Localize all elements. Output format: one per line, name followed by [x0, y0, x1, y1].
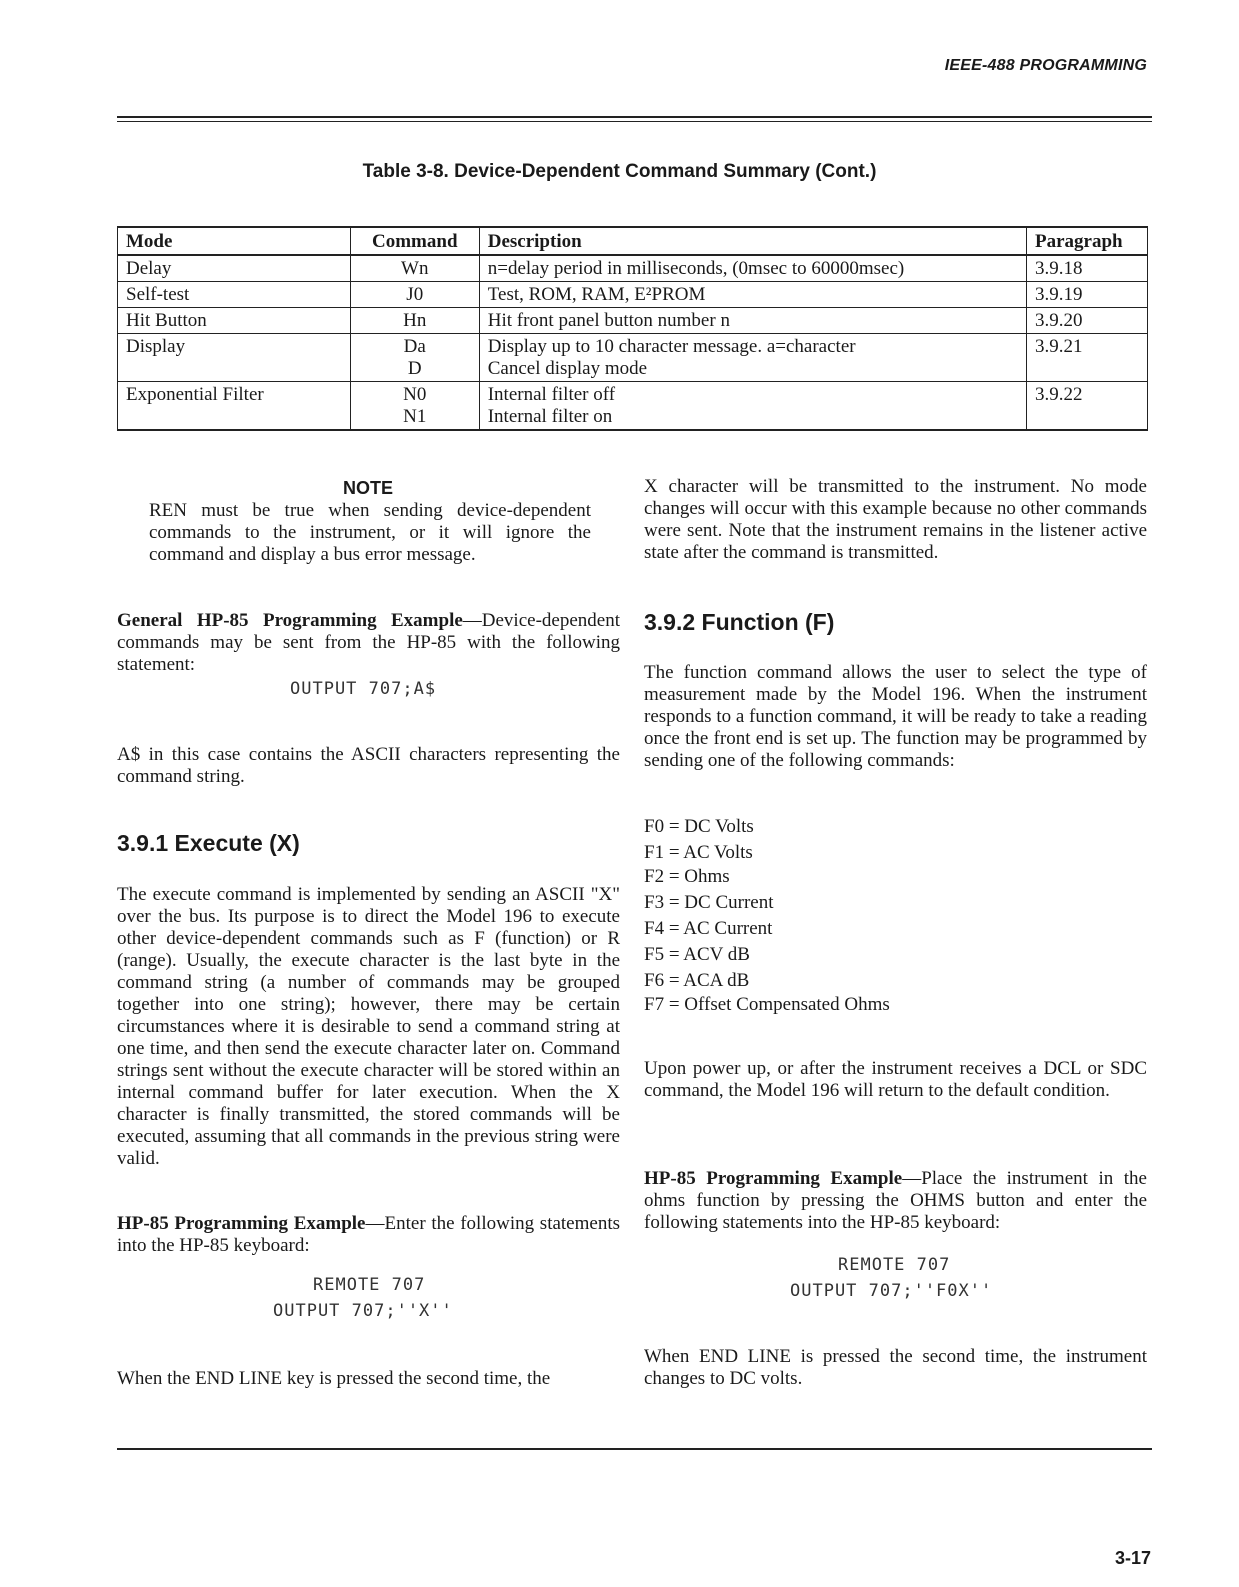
function-desc: ACV dB	[683, 944, 750, 965]
execute-continued-text: X character will be transmitted to the instrument. No mode changes will occur with this example because no other commands were sent. Note that the instrument remains in the listener active state after the command is transmitted.	[644, 476, 1147, 563]
function-item: F3 = DC Current	[644, 892, 774, 913]
example-text: —Device-dependent commands may be sent from the HP-85 with the following statement:	[117, 610, 620, 675]
paragraph-cell: 3.9.19	[1027, 282, 1148, 308]
note-title: NOTE	[343, 478, 394, 498]
description-line: Internal filter on	[487, 406, 613, 427]
function-desc: AC Current	[683, 918, 773, 939]
description-line: Internal filter off	[487, 384, 616, 405]
function-code: F6	[644, 970, 665, 991]
function-desc: AC Volts	[683, 842, 753, 863]
command-summary-table	[117, 226, 1148, 431]
powerup-text: Upon power up, or after the instrument receives a DCL or SDC command, the Model 196 will return to the default condition.	[644, 1058, 1147, 1101]
execute-example	[117, 1213, 620, 1257]
column-header: Command	[350, 227, 479, 255]
page-number: 3-17	[1114, 1548, 1151, 1568]
command-line: N0	[403, 384, 427, 405]
section-heading-function: 3.9.2 Function (F)	[644, 609, 835, 635]
code-line: OUTPUT 707;''X''	[273, 1301, 453, 1321]
command-cell: J0	[350, 282, 479, 308]
description-cell	[479, 334, 1026, 382]
description-cell: Test, ROM, RAM, E²PROM	[479, 282, 1026, 308]
function-end-text: When END LINE is pressed the second time, the instrument changes to DC volts.	[644, 1346, 1147, 1389]
command-line: D	[407, 358, 422, 379]
example-label: HP-85 Programming Example	[117, 1213, 366, 1234]
note-text: REN must be true when sending device-dependent commands to the instrument, or it will ignore the command and display a bus error message.	[149, 500, 591, 565]
execute-end-text: When the END LINE key is pressed the second time, the	[117, 1368, 551, 1389]
description-cell: n=delay period in milliseconds, (0msec to 60000msec)	[479, 255, 1026, 282]
table-row	[118, 334, 1148, 382]
example-text: —Enter the following statements into the HP-85 keyboard:	[117, 1213, 620, 1256]
mode-cell: Exponential Filter	[118, 382, 351, 431]
command-cell	[350, 334, 479, 382]
function-code: F1	[644, 842, 665, 863]
function-code: F2	[644, 866, 665, 887]
command-cell	[350, 382, 479, 431]
table-caption: Table 3-8. Device-Dependent Command Summary (Cont.)	[362, 161, 877, 182]
general-example-after: A$ in this case contains the ASCII characters representing the command string.	[117, 744, 620, 787]
paragraph-cell: 3.9.21	[1027, 334, 1148, 382]
function-code: F0	[644, 816, 665, 837]
footer-rule	[117, 1448, 1152, 1450]
table-row	[118, 308, 1148, 334]
table-header-row	[118, 227, 1148, 255]
section-heading-execute: 3.9.1 Execute (X)	[117, 830, 300, 856]
function-desc: Offset Compensated Ohms	[684, 994, 890, 1015]
paragraph-cell: 3.9.20	[1027, 308, 1148, 334]
description-cell	[479, 382, 1026, 431]
function-desc: ACA dB	[683, 970, 750, 991]
function-code: F4	[644, 918, 665, 939]
mode-cell: Self-test	[118, 282, 351, 308]
function-code: F5	[644, 944, 665, 965]
command-line: N1	[403, 406, 427, 427]
function-example	[644, 1168, 1147, 1234]
header-rule	[117, 116, 1152, 118]
example-label: HP-85 Programming Example	[644, 1168, 903, 1189]
command-cell: Hn	[350, 308, 479, 334]
function-code: F3	[644, 892, 665, 913]
description-cell: Hit front panel button number n	[479, 308, 1026, 334]
mode-cell: Delay	[118, 255, 351, 282]
example-text: —Place the instrument in the ohms function by pressing the OHMS button and enter the following statements into the HP-85 keyboard:	[644, 1168, 1147, 1233]
mode-cell: Hit Button	[118, 308, 351, 334]
code-line: OUTPUT 707;A$	[290, 679, 437, 699]
function-desc: DC Volts	[684, 816, 754, 837]
mode-cell: Display	[118, 334, 351, 382]
example-label: General HP-85 Programming Example	[117, 610, 463, 631]
description-line: Display up to 10 character message. a=character	[487, 336, 856, 357]
function-desc: Ohms	[684, 866, 730, 887]
column-header: Mode	[118, 227, 351, 255]
general-example	[117, 610, 620, 676]
function-item: F2 = Ohms	[644, 866, 730, 887]
function-item: F0 = DC Volts	[644, 816, 754, 837]
column-header: Paragraph	[1027, 227, 1148, 255]
command-cell: Wn	[350, 255, 479, 282]
function-code: F7	[644, 994, 665, 1015]
function-item: F4 = AC Current	[644, 918, 773, 939]
table-row	[118, 282, 1148, 308]
function-item: F6 = ACA dB	[644, 970, 750, 991]
paragraph-cell: 3.9.18	[1027, 255, 1148, 282]
function-item: F5 = ACV dB	[644, 944, 750, 965]
function-desc: DC Current	[684, 892, 774, 913]
table-row	[118, 255, 1148, 282]
function-item: F1 = AC Volts	[644, 842, 753, 863]
function-text: The function command allows the user to select the type of measurement made by the Model 196. When the instrument responds to a function command, it will be ready to take a reading once the front end is set up. The function may be programmed by sending one of the following commands:	[644, 662, 1147, 771]
column-header: Description	[479, 227, 1026, 255]
page-header-title: IEEE-488 PROGRAMMING	[944, 57, 1147, 74]
command-line: Da	[403, 336, 426, 357]
header-rule-thin	[117, 121, 1152, 122]
execute-text: The execute command is implemented by sending an ASCII "X" over the bus. Its purpose is to direct the Model 196 to execute other device-dependent commands such as F (function) or R (range). Usually, the execute character is the last byte in the command string (a number of commands may be grouped together into one string); however, there may be certain circumstances where it is desirable to send a command string at one time, and then send the execute character later on. Command strings sent without the execute character will be stored within an internal command buffer for later execution. When the X character is finally transmitted, the stored commands will be executed, assuming that all commands in the previous string were valid.	[117, 884, 620, 1169]
table-row	[118, 382, 1148, 431]
code-line: OUTPUT 707;''F0X''	[790, 1281, 993, 1301]
description-line: Cancel display mode	[487, 358, 648, 379]
code-line: REMOTE 707	[313, 1275, 426, 1295]
function-item: F7 = Offset Compensated Ohms	[644, 994, 890, 1015]
paragraph-cell: 3.9.22	[1027, 382, 1148, 431]
code-line: REMOTE 707	[838, 1255, 951, 1275]
